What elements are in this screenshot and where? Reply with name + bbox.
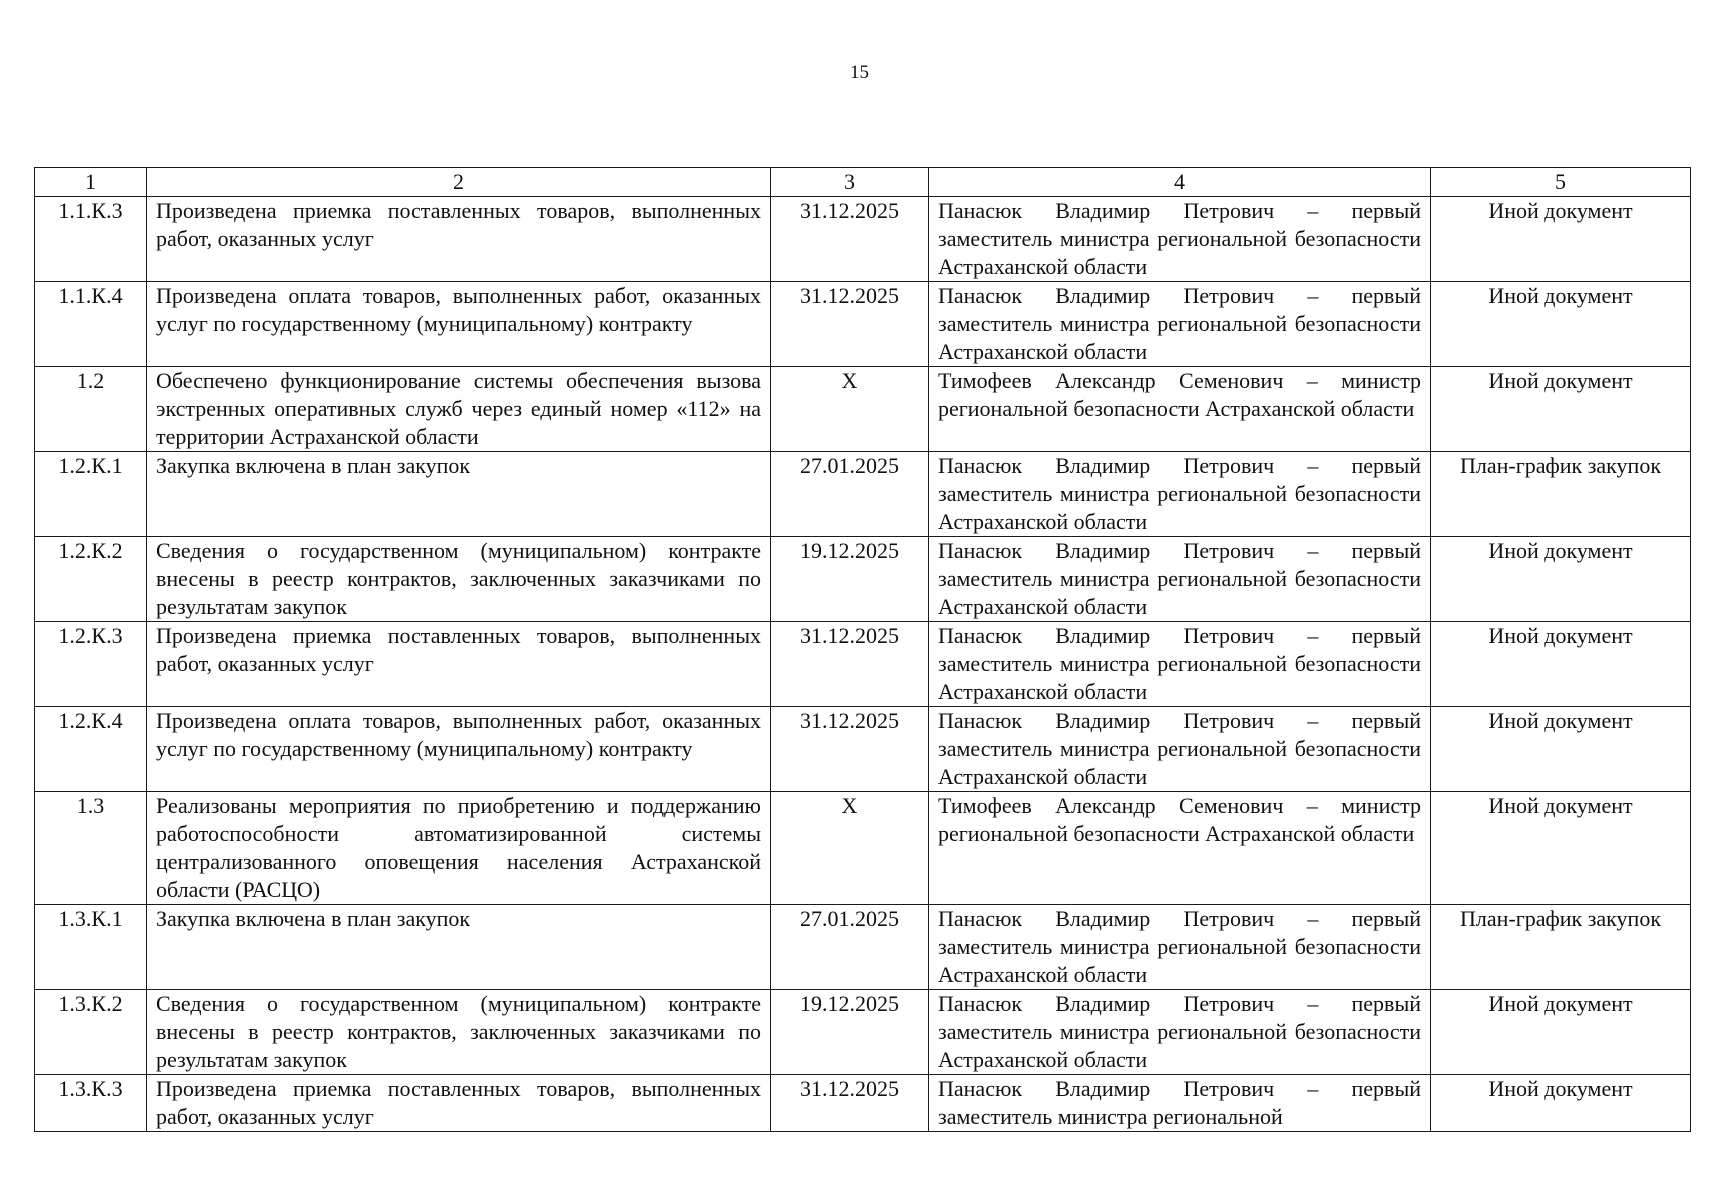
cell-description: Произведена приемка поставленных товаров, выполненных работ, оказанных услуг — [147, 197, 771, 282]
cell-description: Сведения о государственном (муниципальном) контракте внесены в реестр контрактов, заключенных заказчиками по результатам закупок — [147, 537, 771, 622]
cell-responsible: Панасюк Владимир Петрович – первый заместитель министра региональной безопасности Астраханской области — [929, 707, 1431, 792]
table-row — [35, 990, 1691, 1075]
cell-date: 27.01.2025 — [771, 452, 929, 537]
cell-date: 31.12.2025 — [771, 197, 929, 282]
cell-document: План-график закупок — [1431, 905, 1691, 990]
cell-document: Иной документ — [1431, 197, 1691, 282]
cell-description: Произведена приемка поставленных товаров, выполненных работ, оказанных услуг — [147, 1075, 771, 1132]
cell-number: 1.1.К.4 — [35, 282, 147, 367]
plan-table — [34, 167, 1691, 1132]
cell-number: 1.3.К.1 — [35, 905, 147, 990]
table-row — [35, 1075, 1691, 1132]
cell-number: 1.2.К.4 — [35, 707, 147, 792]
cell-document: Иной документ — [1431, 707, 1691, 792]
cell-responsible: Панасюк Владимир Петрович – первый заместитель министра региональной — [929, 1075, 1431, 1132]
column-header: 5 — [1431, 168, 1691, 197]
table-row — [35, 367, 1691, 452]
cell-number: 1.2.К.2 — [35, 537, 147, 622]
header-row — [35, 168, 1691, 197]
table-row — [35, 282, 1691, 367]
cell-document: Иной документ — [1431, 537, 1691, 622]
cell-date: 19.12.2025 — [771, 990, 929, 1075]
cell-date: X — [771, 367, 929, 452]
cell-document: Иной документ — [1431, 367, 1691, 452]
cell-responsible: Панасюк Владимир Петрович – первый заместитель министра региональной безопасности Астраханской области — [929, 197, 1431, 282]
cell-description: Произведена приемка поставленных товаров, выполненных работ, оказанных услуг — [147, 622, 771, 707]
cell-document: Иной документ — [1431, 282, 1691, 367]
table-row — [35, 905, 1691, 990]
cell-date: X — [771, 792, 929, 905]
cell-responsible: Панасюк Владимир Петрович – первый заместитель министра региональной безопасности Астраханской области — [929, 905, 1431, 990]
cell-description: Реализованы мероприятия по приобретению и поддержанию работоспособности автоматизированной системы централизованного оповещения населения Астраханской области (РАСЦО) — [147, 792, 771, 905]
cell-date: 31.12.2025 — [771, 707, 929, 792]
column-header: 2 — [147, 168, 771, 197]
cell-description: Закупка включена в план закупок — [147, 905, 771, 990]
cell-document: Иной документ — [1431, 990, 1691, 1075]
cell-date: 19.12.2025 — [771, 537, 929, 622]
cell-responsible: Панасюк Владимир Петрович – первый заместитель министра региональной безопасности Астраханской области — [929, 452, 1431, 537]
cell-number: 1.3.К.3 — [35, 1075, 147, 1132]
table-row — [35, 792, 1691, 905]
cell-number: 1.3 — [35, 792, 147, 905]
table-row — [35, 452, 1691, 537]
cell-description: Произведена оплата товаров, выполненных работ, оказанных услуг по государственному (муниципальному) контракту — [147, 282, 771, 367]
cell-date: 31.12.2025 — [771, 622, 929, 707]
cell-responsible: Панасюк Владимир Петрович – первый заместитель министра региональной безопасности Астраханской области — [929, 622, 1431, 707]
page-number: 15 — [850, 62, 869, 83]
cell-responsible: Тимофеев Александр Семенович – министр региональной безопасности Астраханской области — [929, 367, 1431, 452]
cell-description: Произведена оплата товаров, выполненных работ, оказанных услуг по государственному (муниципальному) контракту — [147, 707, 771, 792]
cell-number: 1.2.К.1 — [35, 452, 147, 537]
cell-responsible: Тимофеев Александр Семенович – министр региональной безопасности Астраханской области — [929, 792, 1431, 905]
cell-document: Иной документ — [1431, 622, 1691, 707]
cell-number: 1.2 — [35, 367, 147, 452]
cell-document: План-график закупок — [1431, 452, 1691, 537]
cell-document: Иной документ — [1431, 1075, 1691, 1132]
cell-description: Обеспечено функционирование системы обеспечения вызова экстренных оперативных служб через единый номер «112» на территории Астраханской области — [147, 367, 771, 452]
cell-date: 31.12.2025 — [771, 1075, 929, 1132]
cell-number: 1.1.К.3 — [35, 197, 147, 282]
column-header: 1 — [35, 168, 147, 197]
cell-description: Сведения о государственном (муниципальном) контракте внесены в реестр контрактов, заключенных заказчиками по результатам закупок — [147, 990, 771, 1075]
cell-responsible: Панасюк Владимир Петрович – первый заместитель министра региональной безопасности Астраханской области — [929, 990, 1431, 1075]
table-row — [35, 707, 1691, 792]
cell-number: 1.2.К.3 — [35, 622, 147, 707]
cell-responsible: Панасюк Владимир Петрович – первый заместитель министра региональной безопасности Астраханской области — [929, 537, 1431, 622]
table-row — [35, 197, 1691, 282]
column-header: 3 — [771, 168, 929, 197]
cell-number: 1.3.К.2 — [35, 990, 147, 1075]
cell-date: 27.01.2025 — [771, 905, 929, 990]
cell-document: Иной документ — [1431, 792, 1691, 905]
column-header: 4 — [929, 168, 1431, 197]
cell-description: Закупка включена в план закупок — [147, 452, 771, 537]
cell-date: 31.12.2025 — [771, 282, 929, 367]
table-row — [35, 622, 1691, 707]
cell-responsible: Панасюк Владимир Петрович – первый заместитель министра региональной безопасности Астраханской области — [929, 282, 1431, 367]
table-row — [35, 537, 1691, 622]
